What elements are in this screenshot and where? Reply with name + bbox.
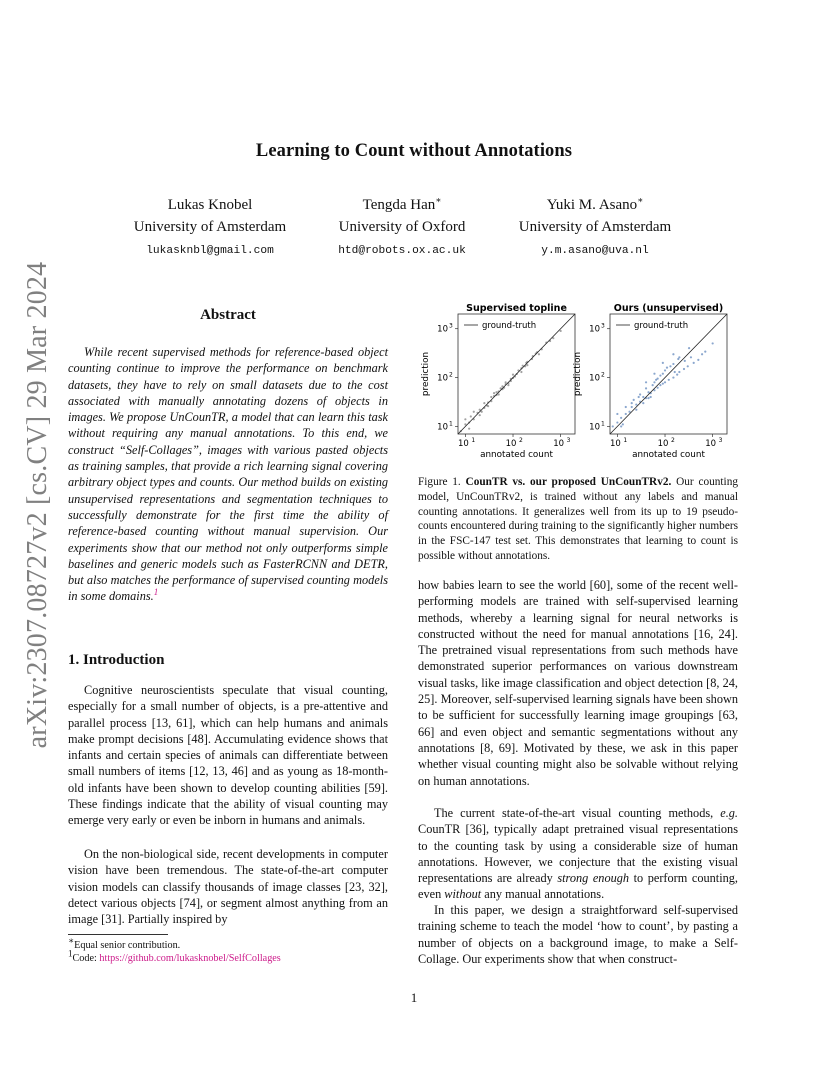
x-tick-label: 10 [505, 439, 517, 449]
data-point [620, 425, 622, 427]
x-tick-exponent: 3 [718, 437, 723, 444]
y-tick-label: 10 [589, 422, 600, 433]
x-tick-label: 10 [553, 439, 565, 449]
data-point [647, 391, 649, 393]
data-point [490, 396, 492, 398]
data-point [672, 363, 674, 365]
x-tick-exponent: 1 [623, 437, 628, 444]
intro-paragraph-1: Cognitive neuroscientists speculate that visual counting, especially for a small number of objects, is a pre-attentive and parallel process [13, 61], which can help humans and animals make prompt decisions [48]. Accumulating evidence shows that infants and certain species of animals can differentiate between small numbers of items [12, 13, 46] and as young as 18-month-old infants have been shown to develop counting abilities [59]. These findings indicate that the ability of visual counting may emerge very early or even be inborn in humans and animals. [68, 683, 388, 828]
author-affiliation: University of Amsterdam [133, 219, 287, 235]
data-point [468, 428, 470, 430]
right-paragraph-1: how babies learn to see the world [60], some of the recent well-performing models are trained with self-supervised learning methods, whereby a learning signal for neural networks is constructed without the need for manual annotations [16, 24]. The pretrained visual representations from such methods have demonstrated superior performances on various downstream visual tasks, like image classification and object detection [8, 24, 25]. Moreover, self-supervised learning signals have been shown to be sufficient for successfully learning image groupings [63, 66] and even object and semantic segmentations without any annotations [8, 69]. Motivated by these, we ask in this paper whether visual counting might also be solvable without relying on human annotations. [418, 578, 738, 788]
right-paragraph-2: The current state-of-the-art visual counting methods, e.g. CounTR [36], typically adapt pretrained visual representations to the counting task by using a considerable size of human annotations. However, we conjecture that the existing visual representations are already strong enough to perform counting, even without any manual annotations. [418, 806, 738, 902]
author-affiliation: University of Oxford [338, 219, 466, 235]
x-tick-label: 10 [609, 439, 621, 449]
abstract-footnote-mark[interactable]: 1 [153, 587, 159, 598]
data-point [512, 374, 514, 376]
data-point [470, 415, 472, 417]
data-point [639, 393, 641, 395]
code-link[interactable]: https://github.com/lukasknobel/SelfCollages [99, 953, 281, 964]
data-point [664, 369, 666, 371]
figure-1 [418, 302, 748, 464]
author-email: htd@robots.ox.ac.uk [338, 245, 466, 257]
data-point [628, 411, 630, 413]
data-point [464, 418, 466, 420]
data-point [645, 387, 647, 389]
data-point [666, 367, 668, 369]
y-tick-exponent: 2 [449, 371, 453, 379]
data-point [622, 423, 624, 425]
data-point [662, 373, 664, 375]
y-tick-label: 10 [437, 373, 448, 384]
y-tick-exponent: 1 [449, 420, 453, 428]
data-point [493, 392, 495, 394]
data-point [697, 359, 699, 361]
footnote-2: 1Code: https://github.com/lukasknobel/SelfCollages [68, 948, 281, 964]
data-point [625, 413, 627, 415]
data-point [631, 406, 633, 408]
data-point [645, 381, 647, 383]
data-point [647, 397, 649, 399]
data-point [625, 406, 627, 408]
data-point [473, 411, 475, 413]
data-point [688, 347, 690, 349]
intro-heading: 1. Introduction [68, 652, 165, 668]
data-point [538, 353, 540, 355]
data-point [653, 381, 655, 383]
data-point [668, 379, 670, 381]
y-axis-label: prediction [573, 351, 583, 397]
data-point [653, 373, 655, 375]
data-point [678, 371, 680, 373]
caption-bold: CounTR vs. our proposed UnCounTRv2. [465, 476, 672, 488]
x-axis-label: annotated count [480, 450, 553, 460]
y-tick-exponent: 3 [449, 322, 453, 330]
author-name: Yuki M. Asano∗ [546, 195, 644, 213]
data-point [498, 393, 500, 395]
right-paragraph-3: In this paper, we design a straightforward self-supervised training scheme to teach the model ‘how to count’, by pasting a number of objects on a background image, to make a Self-Collage. Our experiments show that when construct- [418, 903, 738, 966]
legend-label: ground-truth [634, 321, 689, 331]
data-point [633, 399, 635, 401]
data-point [655, 379, 657, 381]
y-tick-exponent: 3 [601, 322, 605, 330]
author-block-3 [502, 194, 688, 262]
y-axis-label: prediction [421, 351, 431, 397]
abstract-text: While recent supervised methods for reference-based object counting continue to improve the performance on benchmark datasets, they have to rely on small datasets due to the cost associated with manually annotating dozens of objects in images. We propose UnCounTR, a model that can learn this task without requiring any manual annotations. To this end, we construct “Self-Collages”, images with various pasted objects as training samples, that provide a rich learning signal covering arbitrary object types and counts. Our method builds on existing unsupervised representations and segmentation techniques to successfully demonstrate for the first time the ability of reference-based counting without manual supervision. Our experiments show that our method not only outperforms simple baselines and generic models such as FasterRCNN and DETR, but also matches the performance of supervised counting models in some domains.$^1$ [68, 345, 388, 604]
data-point [652, 384, 654, 386]
data-point [657, 387, 659, 389]
data-point [712, 342, 714, 344]
x-tick-label: 10 [705, 439, 717, 449]
y-tick-label: 10 [437, 324, 448, 335]
y-tick-label: 10 [437, 422, 448, 433]
data-point [659, 384, 661, 386]
author-affiliation: University of Amsterdam [518, 219, 672, 235]
data-point [495, 391, 497, 393]
data-point [612, 425, 614, 427]
data-point [483, 402, 485, 404]
data-point [693, 362, 695, 364]
x-tick-label: 10 [457, 439, 469, 449]
author-block-1 [118, 194, 302, 262]
data-point [662, 362, 664, 364]
data-point [683, 368, 685, 370]
abstract-heading: Abstract [200, 307, 256, 323]
author-name: Lukas Knobel [167, 197, 253, 213]
data-point [672, 376, 674, 378]
x-axis-label: annotated count [632, 450, 705, 460]
data-point [638, 396, 640, 398]
data-point [616, 421, 618, 423]
y-tick-exponent: 1 [601, 420, 605, 428]
data-point [674, 371, 676, 373]
y-tick-label: 10 [589, 373, 600, 384]
footnote-rule [68, 934, 168, 935]
author-email: lukasknbl@gmail.com [146, 245, 274, 257]
x-tick-exponent: 2 [671, 437, 675, 444]
data-point [664, 381, 666, 383]
data-point [526, 364, 528, 366]
author-email: y.m.asano@uva.nl [541, 245, 649, 257]
plot-title: Supervised topline [466, 303, 567, 314]
legend-label: ground-truth [482, 321, 537, 331]
data-point [642, 396, 644, 398]
data-point [677, 358, 679, 360]
data-point [635, 403, 637, 405]
data-point [520, 371, 522, 373]
data-point [701, 353, 703, 355]
intro-paragraph-2: On the non-biological side, recent developments in computer vision have been tremendous. The state-of-the-art computer vision models can classify thousands of image classes [23, 32], detect various objects [74], or segment almost anything from an image [31]. Partially inspired by [68, 847, 388, 927]
figure-caption: Figure 1. CounTR vs. our proposed UnCounTRv2. Our counting model, UnCounTRv2, is trained without any labels and manual counting annotations. It generalizes well from its up to 19 pseudo-counts encountered during training to the significantly higher numbers in the FSC-147 test set. This demonstrates that learning to count is possible without annotations. [418, 476, 738, 562]
data-point [642, 402, 644, 404]
footnote-1: ∗Equal senior contribution. [68, 935, 181, 951]
x-tick-exponent: 2 [519, 437, 523, 444]
data-point [616, 413, 618, 415]
data-point [676, 374, 678, 376]
y-tick-label: 10 [589, 324, 600, 335]
data-point [687, 365, 689, 367]
author-name: Tengda Han∗ [362, 195, 442, 213]
data-point [560, 330, 562, 332]
paper-title: Learning to Count without Annotations [255, 141, 573, 161]
data-point [650, 396, 652, 398]
author-block-2 [320, 194, 484, 262]
x-tick-exponent: 3 [566, 437, 571, 444]
data-point [659, 374, 661, 376]
scatter-plot-supervised [421, 303, 575, 460]
data-point [505, 381, 507, 383]
plot-title: Ours (unsupervised) [613, 303, 724, 314]
x-tick-exponent: 1 [471, 437, 476, 444]
data-point [479, 414, 481, 416]
arxiv-id: arXiv:2307.08727v2 [cs.CV] 29 Mar 2024 [22, 261, 53, 749]
data-point [669, 365, 671, 367]
data-point [684, 360, 686, 362]
data-point [635, 409, 637, 411]
data-point [507, 384, 509, 386]
data-point [672, 353, 674, 355]
data-point [631, 402, 633, 404]
x-tick-label: 10 [657, 439, 669, 449]
data-point [704, 351, 706, 353]
data-point [690, 356, 692, 358]
page-number: 1 [410, 990, 418, 1005]
data-point [662, 383, 664, 385]
y-tick-exponent: 2 [601, 371, 605, 379]
scatter-plot-unsupervised [573, 303, 727, 460]
data-point [620, 417, 622, 419]
